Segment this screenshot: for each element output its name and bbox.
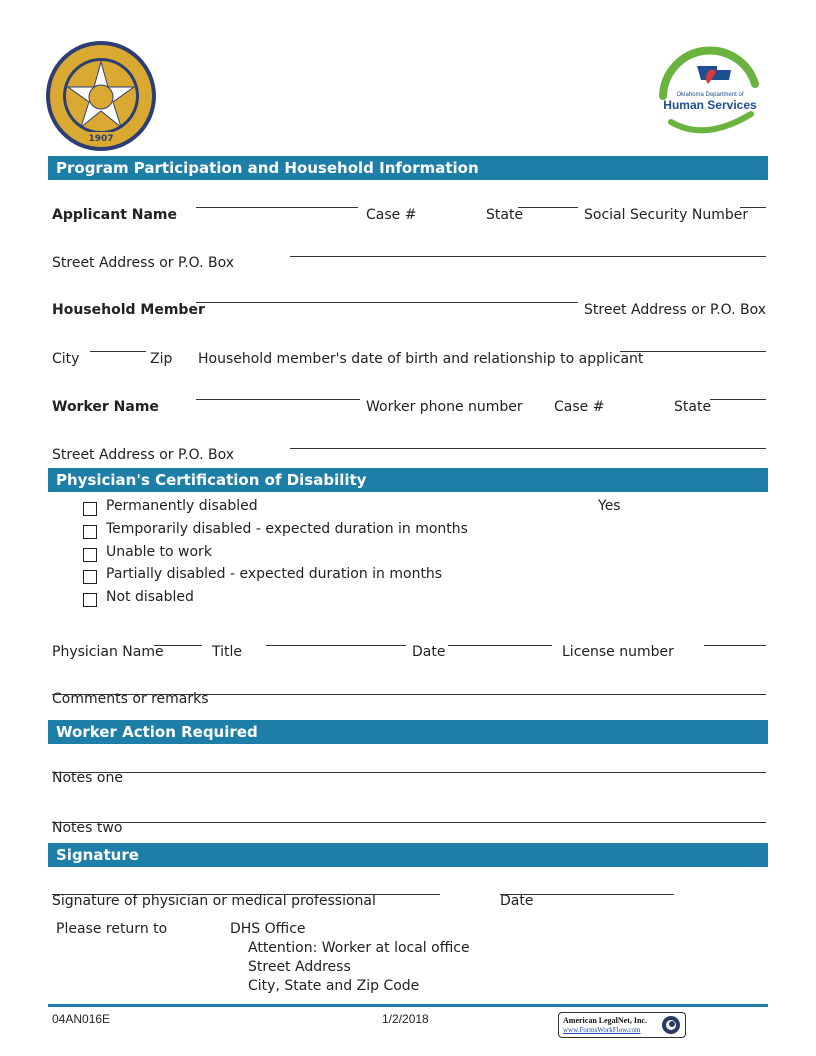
case2-line[interactable] [710, 399, 766, 400]
ale-name: American LegalNet, Inc. [563, 1016, 647, 1025]
option-checkbox-3[interactable] [83, 548, 97, 562]
license-line[interactable] [704, 645, 766, 646]
option-label-1: Permanently disabled [106, 498, 258, 514]
oklahoma-state-seal [45, 40, 157, 152]
option-checkbox-1[interactable] [83, 502, 97, 516]
seal-year: 1907 [88, 134, 114, 144]
option-checkbox-2[interactable] [83, 525, 97, 539]
zip-label: Zip [150, 351, 173, 367]
applicant-name-line[interactable] [196, 207, 358, 208]
signature-date-label: Date [500, 893, 534, 909]
license-label: License number [562, 644, 674, 660]
applicant-name-label: Applicant Name [52, 207, 178, 223]
ssn-line[interactable] [740, 207, 766, 208]
worker-name-line[interactable] [196, 399, 360, 400]
address2-line[interactable] [290, 448, 766, 449]
notes2-line[interactable] [52, 822, 766, 823]
form-date: 1/2/2018 [382, 1012, 429, 1026]
worker-phone-label: Worker phone number [366, 399, 523, 415]
physician-date-label: Date [412, 644, 446, 660]
address-line[interactable] [290, 256, 766, 257]
physician-name-line[interactable] [154, 645, 202, 646]
return-to-label: Please return to [56, 921, 168, 937]
city-line[interactable] [90, 351, 146, 352]
ale-url[interactable]: www.FormsWorkFlow.com [563, 1026, 641, 1034]
dhs-line2: Human Services [663, 98, 757, 112]
status-yes-label: Yes [598, 498, 621, 514]
section-header-worker: Worker Action Required [48, 720, 768, 744]
return-attention: Attention: Worker at local office [248, 940, 470, 956]
form-id: 04AN016E [52, 1012, 111, 1026]
notes1-line[interactable] [52, 772, 766, 773]
american-legalnet-badge[interactable] [558, 1012, 686, 1038]
city-label: City [52, 351, 80, 367]
return-city: City, State and Zip Code [248, 978, 420, 994]
option-label-3: Unable to work [106, 544, 212, 560]
signature-date-line[interactable] [500, 894, 674, 895]
household-member-line[interactable] [196, 302, 578, 303]
physician-date-line[interactable] [448, 645, 552, 646]
footer-rule [48, 1004, 768, 1007]
section-header-signature: Signature [48, 843, 768, 867]
address-label: Street Address or P.O. Box [52, 255, 235, 271]
state2-label: State [674, 399, 712, 415]
address-right-label: Street Address or P.O. Box [584, 302, 767, 318]
address2-label: Street Address or P.O. Box [52, 447, 235, 463]
physician-title-label: Title [212, 644, 243, 660]
ssn-short-label: State [486, 207, 524, 223]
case2-label: Case # [554, 399, 605, 415]
signature-label: Signature of physician or medical professional [52, 893, 376, 909]
case-number-line[interactable] [518, 207, 578, 208]
notes1-label: Notes one [52, 770, 123, 786]
option-label-4: Partially disabled - expected duration in months [106, 566, 443, 582]
dhs-logo [655, 44, 765, 146]
household-member-label: Household Member [52, 302, 205, 318]
return-street: Street Address [248, 959, 351, 975]
notes2-label: Notes two [52, 820, 123, 836]
section-header-physician: Physician's Certification of Disability [48, 468, 768, 492]
section-header-household: Program Participation and Household Information [48, 156, 768, 180]
worker-name-label: Worker Name [52, 399, 159, 415]
ale-globe-icon [661, 1015, 681, 1035]
option-checkbox-5[interactable] [83, 593, 97, 607]
dhs-line1: Oklahoma Department of [676, 92, 744, 98]
household-detail-label: Household member's date of birth and relationship to applicant [198, 351, 644, 367]
signature-line[interactable] [52, 894, 440, 895]
household-detail-line[interactable] [620, 351, 766, 352]
physician-name-label: Physician Name [52, 644, 164, 660]
option-checkbox-4[interactable] [83, 570, 97, 584]
option-label-2: Temporarily disabled - expected duration in months [106, 521, 468, 537]
comments-label: Comments or remarks [52, 691, 209, 707]
option-label-5: Not disabled [106, 589, 194, 605]
return-office: DHS Office [230, 921, 306, 937]
comments-line[interactable] [52, 694, 766, 695]
physician-title-line[interactable] [266, 645, 406, 646]
case-number-label: Case # [366, 207, 417, 223]
ssn-label: Social Security Number [584, 207, 749, 223]
